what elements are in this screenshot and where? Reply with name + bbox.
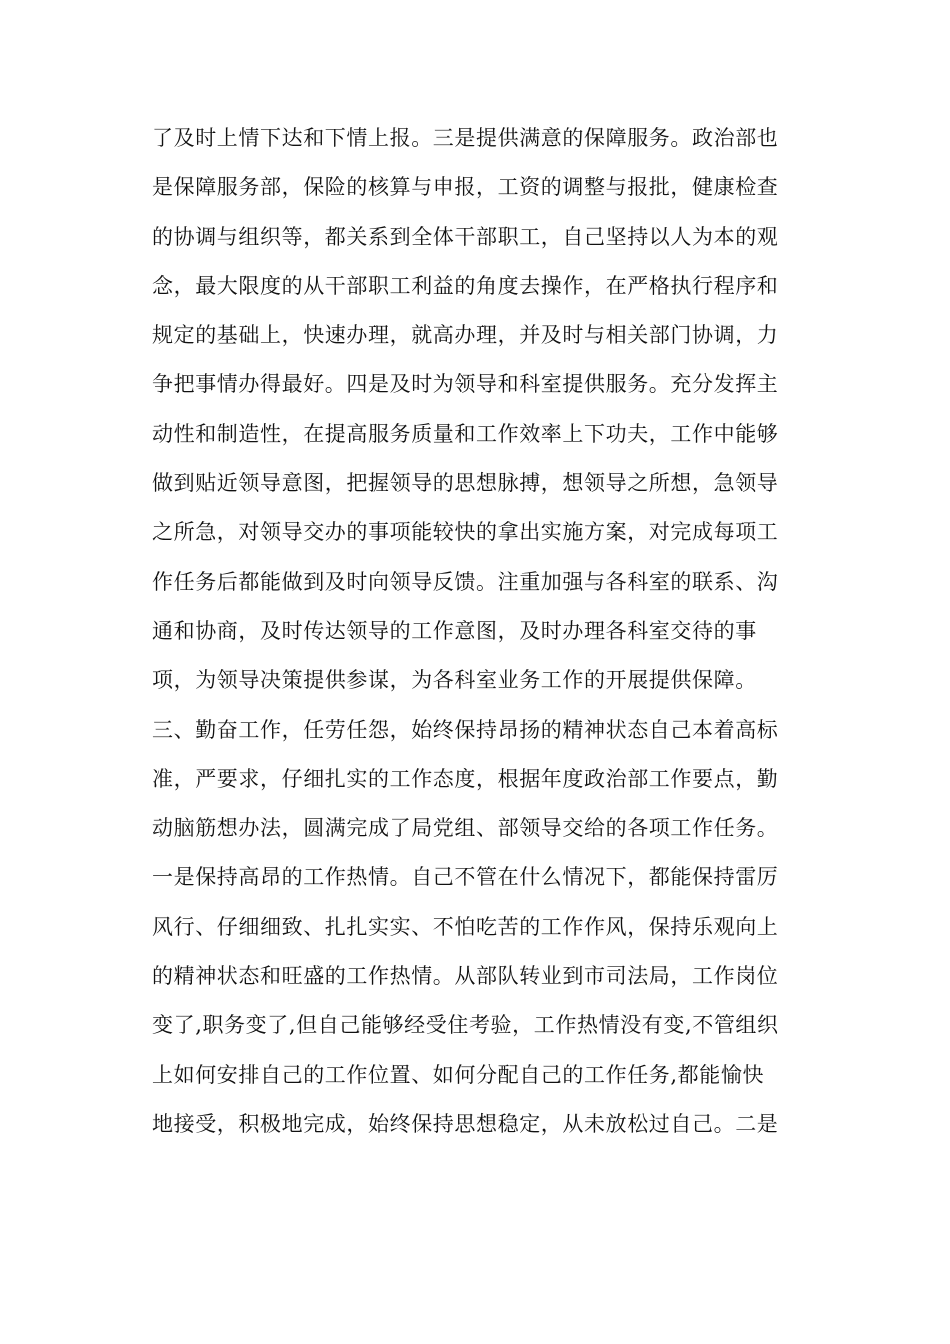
text-line: 动脑筋想办法，圆满完成了局党组、部领导交给的各项工作任务。 — [152, 816, 779, 841]
text-line: 变了,职务变了,但自己能够经受住考验，工作热情没有变,不管组织 — [152, 1013, 779, 1038]
text-line: 是保障服务部，保险的核算与申报，工资的调整与报批，健康检查 — [152, 175, 779, 200]
document-body — [152, 114, 802, 1149]
text-line: 上如何安排自己的工作位置、如何分配自己的工作任务,都能愉快 — [152, 1062, 765, 1087]
text-line: 动性和制造性，在提高服务质量和工作效率上下功夫，工作中能够 — [152, 421, 779, 446]
text-line: 念，最大限度的从干部职工利益的角度去操作，在严格执行程序和 — [152, 273, 779, 298]
text-line: 地接受，积极地完成，始终保持思想稳定，从未放松过自己。二是 — [152, 1111, 779, 1136]
text-line: 项，为领导决策提供参谋，为各科室业务工作的开展提供保障。 — [152, 668, 757, 693]
text-line: 做到贴近领导意图，把握领导的思想脉搏，想领导之所想，急领导 — [152, 471, 779, 496]
text-line: 的精神状态和旺盛的工作热情。从部队转业到市司法局，工作岗位 — [152, 964, 779, 989]
text-line: 了及时上情下达和下情上报。三是提供满意的保障服务。政治部也 — [152, 126, 779, 150]
text-line: 准，严要求，仔细扎实的工作态度，根据年度政治部工作要点，勤 — [152, 766, 779, 791]
text-line: 作任务后都能做到及时向领导反馈。注重加强与各科室的联系、沟 — [152, 569, 779, 594]
text-line: 一是保持高昂的工作热情。自己不管在什么情况下，都能保持雷厉 — [152, 865, 779, 890]
text-line: 之所急，对领导交办的事项能较快的拿出实施方案，对完成每项工 — [152, 520, 779, 545]
text-line: 的协调与组织等，都关系到全体干部职工，自己坚持以人为本的观 — [152, 224, 779, 249]
text-line: 风行、仔细细致、扎扎实实、不怕吃苦的工作作风，保持乐观向上 — [152, 914, 779, 939]
section-heading-line: 三、勤奋工作，任劳任怨，始终保持昂扬的精神状态自己本着高标 — [152, 717, 779, 742]
text-line: 规定的基础上，快速办理，就高办理，并及时与相关部门协调，力 — [152, 323, 779, 348]
text-line: 争把事情办得最好。四是及时为领导和科室提供服务。充分发挥主 — [152, 372, 779, 397]
text-line: 通和协商，及时传达领导的工作意图，及时办理各科室交待的事 — [152, 618, 757, 643]
